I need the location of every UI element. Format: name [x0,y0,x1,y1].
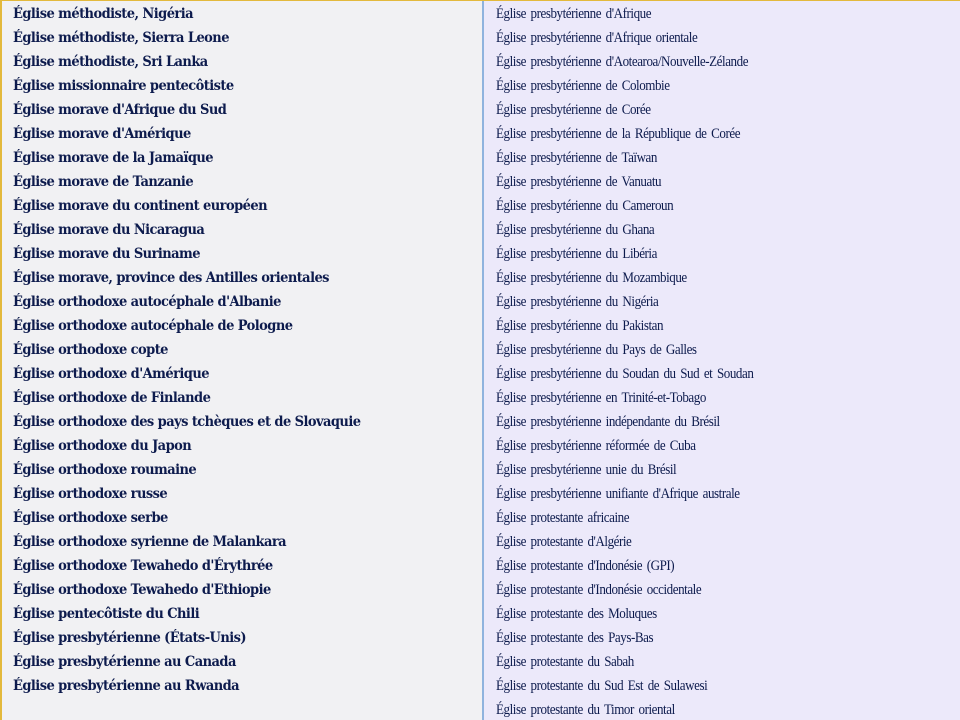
list-item: Église presbytérienne d'Afrique orientale [496,30,698,46]
list-item: Église presbytérienne au Rwanda [13,678,240,694]
list-item: Église orthodoxe autocéphale de Pologne [13,318,293,334]
list-item: Église presbytérienne d'Afrique [496,6,652,22]
list-item: Église morave de Tanzanie [13,174,194,190]
list-item: Église presbytérienne (États-Unis) [13,630,247,646]
list-item: Église protestante africaine [496,510,630,526]
list-item: Église presbytérienne du Ghana [496,222,655,238]
list-item: Église presbytérienne du Pays de Galles [496,342,697,358]
list-item: Église presbytérienne de la République de Corée [496,126,741,142]
list-item: Église presbytérienne de Taïwan [496,150,657,166]
list-item: Église orthodoxe copte [13,342,168,358]
list-item: Église presbytérienne du Cameroun [496,198,674,214]
list-item: Église morave, province des Antilles orientales [13,270,329,286]
list-item: Église orthodoxe des pays tchèques et de Slovaquie [13,414,361,430]
list-item: Église orthodoxe Tewahedo d'Ethiopie [13,582,271,598]
list-item: Église presbytérienne indépendante du Brésil [496,414,720,430]
list-item: Église protestante des Moluques [496,606,657,622]
list-item: Église orthodoxe syrienne de Malankara [13,534,287,550]
list-item: Église presbytérienne de Corée [496,102,651,118]
list-item: Église orthodoxe d'Amérique [13,366,209,382]
list-item: Église orthodoxe du Japon [13,438,192,454]
list-item: Église presbytérienne du Nigéria [496,294,659,310]
list-item: Église orthodoxe autocéphale d'Albanie [13,294,281,310]
list-item: Église protestante du Timor oriental [496,702,675,718]
list-item: Église morave d'Afrique du Sud [13,102,227,118]
list-item: Église orthodoxe de Finlande [13,390,211,406]
list-item: Église protestante du Sud Est de Sulawesi [496,678,708,694]
list-item: Église protestante du Sabah [496,654,634,670]
list-item: Église orthodoxe Tewahedo d'Érythrée [13,558,273,574]
list-item: Église presbytérienne du Mozambique [496,270,687,286]
list-item: Église orthodoxe roumaine [13,462,197,478]
list-item: Église méthodiste, Nigéria [13,6,194,22]
list-item: Église presbytérienne d'Aotearoa/Nouvelle-Zélande [496,54,749,70]
list-item: Église morave du Nicaragua [13,222,205,238]
left-church-list [13,2,482,698]
list-item: Église missionnaire pentecôtiste [13,78,234,94]
list-item: Église protestante d'Algérie [496,534,632,550]
list-item: Église presbytérienne de Colombie [496,78,670,94]
list-item: Église presbytérienne unie du Brésil [496,462,677,478]
list-item: Église presbytérienne en Trinité-et-Tobago [496,390,706,406]
list-item: Église presbytérienne du Soudan du Sud et Soudan [496,366,754,382]
right-church-list [496,2,960,720]
list-item: Église orthodoxe serbe [13,510,168,526]
list-item: Église presbytérienne au Canada [13,654,236,670]
list-item: Église méthodiste, Sierra Leone [13,30,229,46]
list-item: Église protestante des Pays-Bas [496,630,654,646]
list-item: Église presbytérienne réformée de Cuba [496,438,696,454]
list-item: Église presbytérienne de Vanuatu [496,174,662,190]
list-item: Église morave du continent européen [13,198,268,214]
list-item: Église morave de la Jamaïque [13,150,214,166]
list-item: Église pentecôtiste du Chili [13,606,200,622]
right-column [482,1,960,720]
list-item: Église protestante d'Indonésie (GPI) [496,558,675,574]
list-item: Église orthodoxe russe [13,486,168,502]
left-column [2,1,482,720]
list-item: Église presbytérienne du Libéria [496,246,657,262]
list-item: Église méthodiste, Sri Lanka [13,54,208,70]
list-item: Église protestante d'Indonésie occidentale [496,582,702,598]
list-item: Église morave du Suriname [13,246,201,262]
list-item: Église presbytérienne du Pakistan [496,318,664,334]
list-item: Église morave d'Amérique [13,126,191,142]
list-item: Église presbytérienne unifiante d'Afrique australe [496,486,740,502]
